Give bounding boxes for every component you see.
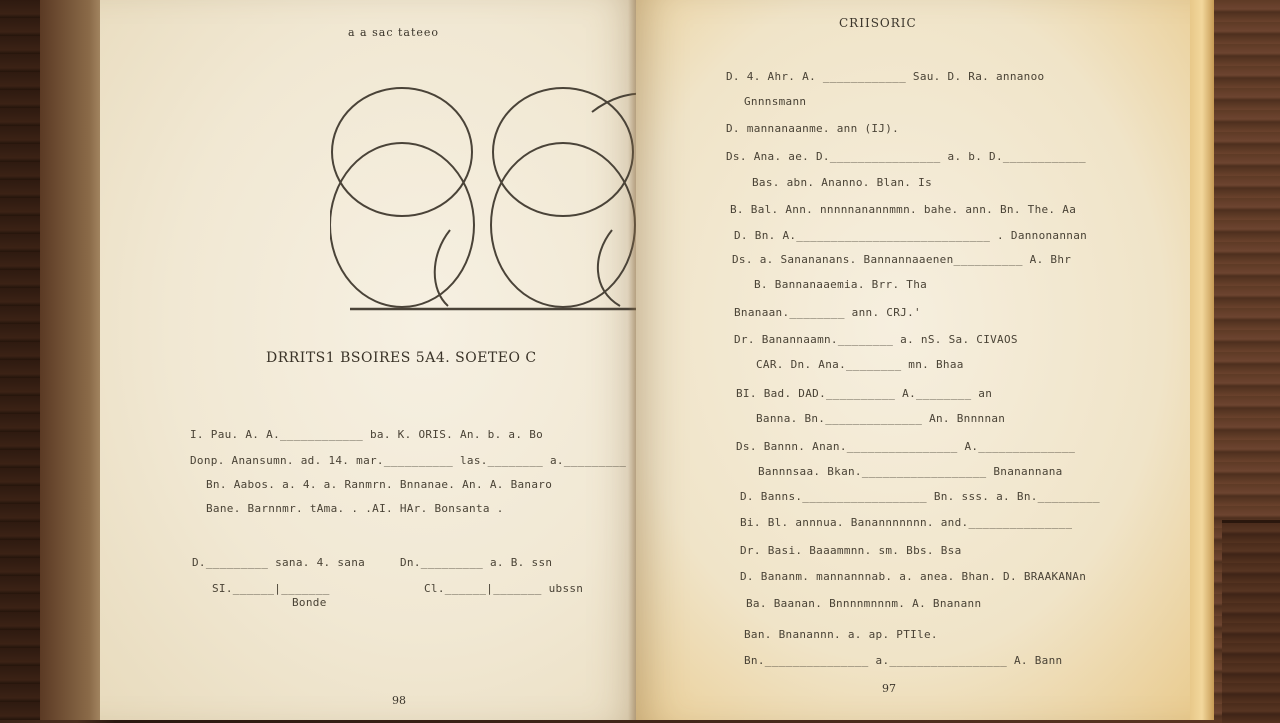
text-line: Ds. a. Sanananans. Bannannaaenen__________ A. Bhr bbox=[732, 253, 1072, 266]
text-line: B. Bal. Ann. nnnnnanannmmn. bahe. ann. Bn. The. Aa bbox=[730, 203, 1077, 216]
formula-right-line: Dn._________ a. B. ssn bbox=[400, 556, 553, 569]
figure-caption: DRRITS1 BSOIRES 5A4. SOETEO C bbox=[266, 350, 537, 366]
text-line: Ds. Bannn. Anan.________________ A.______________ bbox=[736, 440, 1076, 453]
circle-upper-left bbox=[332, 88, 472, 216]
text-line: Bi. Bl. annnua. Banannnnnnn. and._______________ bbox=[740, 516, 1073, 529]
text-line: Dr. Banannaamn.________ a. nS. Sa. CIVAOS bbox=[734, 333, 1018, 346]
formula-left-line: D._________ sana. 4. sana bbox=[192, 556, 366, 569]
left-page bbox=[100, 0, 640, 720]
text-line: Dr. Basi. Baaammnn. sm. Bbs. Bsa bbox=[740, 544, 962, 557]
paragraph-line: I. Pau. A. A.____________ ba. K. ORIS. An. b. a. Bo bbox=[190, 428, 544, 441]
text-line: Bas. abn. Ananno. Blan. Is bbox=[752, 176, 932, 189]
right-page bbox=[636, 0, 1212, 720]
curve-left-tail bbox=[435, 230, 450, 306]
paragraph-line: Donp. Anansumn. ad. 14. mar.__________ las.________ a._________ bbox=[190, 454, 627, 467]
text-line: Ds. Ana. ae. D.________________ a. b. D.____________ bbox=[726, 150, 1086, 163]
formula-left-label: Bonde bbox=[292, 596, 327, 609]
right-page-number: 97 bbox=[882, 682, 896, 695]
paragraph-line: Bane. Barnnmr. tAma. . .AI. HAr. Bonsanta . bbox=[206, 502, 504, 515]
left-page-header: a a sac tateeo bbox=[348, 26, 440, 39]
circle-upper-right bbox=[493, 88, 633, 216]
formula-right-line: Cl.______|_______ ubssn bbox=[424, 582, 584, 595]
text-line: D. 4. Ahr. A. ____________ Sau. D. Ra. annanoo bbox=[726, 70, 1045, 83]
text-line: CAR. Dn. Ana.________ mn. Bhaa bbox=[756, 358, 964, 371]
text-line: Banna. Bn.______________ An. Bnnnnan bbox=[756, 412, 1006, 425]
wooden-table-right-lower bbox=[1222, 520, 1280, 723]
text-line: D. Banns.__________________ Bn. sss. a. Bn._________ bbox=[740, 490, 1100, 503]
text-line: BI. Bad. DAD.__________ A.________ an bbox=[736, 387, 993, 400]
overlapping-circles-diagram bbox=[330, 80, 640, 320]
text-line: B. Bannanaaemia. Brr. Tha bbox=[754, 278, 928, 291]
text-line: D. Bn. A.____________________________ . Dannonannan bbox=[734, 229, 1088, 242]
circle-lower-left bbox=[330, 143, 474, 307]
text-line: D. Bananm. mannannnab. a. anea. Bhan. D. BRAAKANAn bbox=[740, 570, 1087, 583]
page-edges bbox=[1190, 0, 1214, 720]
text-line: D. mannanaanme. ann (IJ). bbox=[726, 122, 900, 135]
text-line: Gnnnsmann bbox=[744, 95, 807, 108]
circle-lower-right bbox=[491, 143, 635, 307]
text-line: Bannnsaa. Bkan.__________________ Bnanannana bbox=[758, 465, 1063, 478]
text-line: Bnanaan.________ ann. CRJ.' bbox=[734, 306, 921, 319]
formula-left-line: SI.______|_______ bbox=[212, 582, 330, 595]
text-line: Ba. Baanan. Bnnnnmnnnm. A. Bnanann bbox=[746, 597, 982, 610]
right-page-header: CRIISORIC bbox=[839, 16, 917, 30]
text-line: Bn._______________ a._________________ A. Bann bbox=[744, 654, 1063, 667]
left-page-number: 98 bbox=[392, 694, 406, 707]
paragraph-line: Bn. Aabos. a. 4. a. Ranmrn. Bnnanae. An. A. Banaro bbox=[206, 478, 553, 491]
text-line: Ban. Bnanannn. a. ap. PTIle. bbox=[744, 628, 938, 641]
